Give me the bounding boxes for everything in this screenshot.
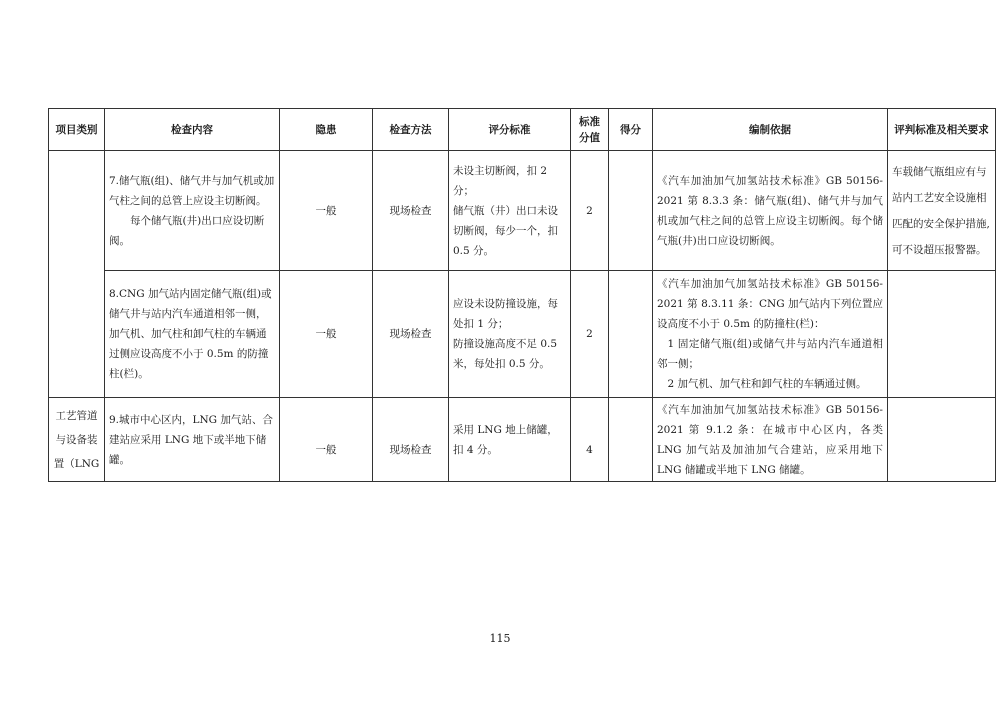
scoring-line: 应设未设防撞设施，每处扣 1 分； [453, 298, 558, 330]
header-score-value: 标准分值 [571, 109, 609, 151]
header-requirements: 评判标准及相关要求 [888, 109, 996, 151]
header-basis: 编制依据 [653, 109, 888, 151]
basis-cell [653, 398, 888, 482]
content-line: 7.储气瓶(组)、储气井与加气机或加气柱之间的总管上应设主切断阀。 [109, 174, 275, 207]
hazard-cell: 一般 [280, 151, 373, 271]
requirements-cell [888, 271, 996, 398]
inspection-table [48, 108, 996, 482]
scoring-line: 采用 LNG 地上储罐，扣 4 分。 [453, 423, 558, 456]
table-header-row [49, 109, 996, 151]
header-scoring: 评分标准 [449, 109, 571, 151]
method-cell: 现场检查 [373, 271, 449, 398]
scoring-line: 未设主切断阀，扣 2 分； [453, 164, 548, 197]
content-cell [105, 398, 280, 482]
content-line: 8.CNG 加气站内固定储气瓶(组)或储气井与站内汽车通道相邻一侧，加气机、加气柱和卸气柱的车辆通过侧应设高度不小于 0.5m 的防撞柱(栏)。 [109, 288, 272, 380]
scoring-cell [449, 151, 571, 271]
scoring-cell [449, 398, 571, 482]
content-line: 9.城市中心区内，LNG 加气站、合建站应采用 LNG 地下或半地下储罐。 [109, 413, 273, 466]
basis-line: 《汽车加油加气加氢站技术标准》GB 50156-2021 第 8.3.11 条：CNG 加气站内下列位置应设高度不小于 0.5m 的防撞柱(栏)： [657, 278, 883, 330]
content-cell [105, 151, 280, 271]
category-cell [49, 151, 105, 398]
scoring-line: 防撞设施高度不足 0.5 米，每处扣 0.5 分。 [453, 338, 558, 370]
table-row [49, 151, 996, 271]
basis-cell [653, 271, 888, 398]
method-cell: 现场检查 [373, 398, 449, 482]
header-category: 项目类别 [49, 109, 105, 151]
method-cell: 现场检查 [373, 151, 449, 271]
requirements-cell [888, 398, 996, 482]
hazard-cell: 一般 [280, 398, 373, 482]
scoring-line: 储气瓶（井）出口未设切断阀，每少一个，扣 0.5 分。 [453, 204, 558, 257]
header-method: 检查方法 [373, 109, 449, 151]
score-value-cell: 2 [571, 151, 609, 271]
basis-line: 1 固定储气瓶(组)或储气井与站内汽车通道相邻一侧； [657, 338, 883, 370]
content-line: 每个储气瓶(井)出口应设切断阀。 [109, 214, 265, 247]
content-cell [105, 271, 280, 398]
category-cell: 工艺管道与设备装置（LNG [49, 398, 105, 482]
header-hazard: 隐患 [280, 109, 373, 151]
requirements-cell: 车载储气瓶组应有与站内工艺安全设施相匹配的安全保护措施,可不设超压报警器。 [888, 151, 996, 271]
header-content: 检查内容 [105, 109, 280, 151]
basis-line: 2 加气机、加气柱和卸气柱的车辆通过侧。 [667, 378, 867, 390]
basis-cell [653, 151, 888, 271]
score-cell [609, 151, 653, 271]
page-number: 115 [489, 632, 511, 645]
basis-line: 《汽车加油加气加氢站技术标准》GB 50156-2021 第 8.3.3 条：储气瓶(组)、储气井与加气机或加气柱之间的总管上应设主切断阀。每个储气瓶(井)出口应设切断阀。 [657, 174, 883, 247]
hazard-cell: 一般 [280, 271, 373, 398]
header-score: 得分 [609, 109, 653, 151]
scoring-cell [449, 271, 571, 398]
score-value-cell: 4 [571, 398, 609, 482]
table-row [49, 271, 996, 398]
score-value-cell: 2 [571, 271, 609, 398]
score-cell [609, 271, 653, 398]
basis-line: 《汽车加油加气加氢站技术标准》GB 50156-2021 第 9.1.2 条：在城市中心区内，各类 LNG 加气站及加油加气合建站，应采用地下 LNG 储罐或半地下 LNG 储罐。 [657, 403, 883, 476]
score-cell [609, 398, 653, 482]
table-row [49, 398, 996, 482]
